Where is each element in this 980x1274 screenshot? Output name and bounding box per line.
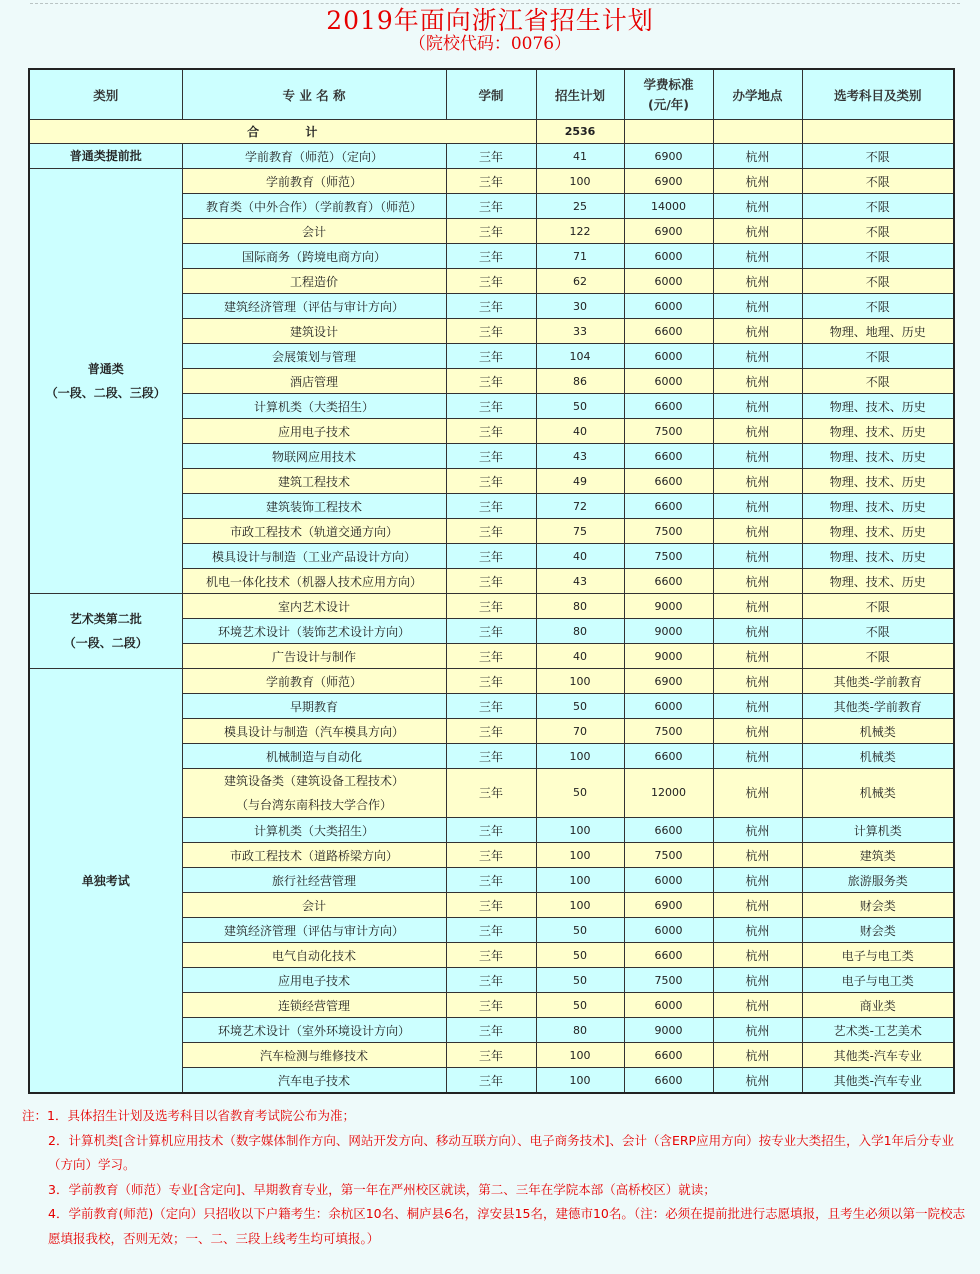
major-name-note: （与台湾东南科技大学合作） xyxy=(235,798,392,812)
major-name-cell xyxy=(182,444,446,469)
plan-cell: 86 xyxy=(536,369,624,394)
category-sublabel: （一段、二段） xyxy=(63,636,148,650)
plan-cell: 43 xyxy=(536,569,624,594)
major-name-cell xyxy=(182,594,446,619)
top-divider xyxy=(30,3,960,4)
tuition-cell: 6000 xyxy=(624,918,713,943)
years-cell: 三年 xyxy=(446,569,536,594)
major-name: 计算机类（大类招生） xyxy=(253,823,374,838)
subjects-cell: 物理、技术、历史 xyxy=(802,444,954,469)
years-cell: 三年 xyxy=(446,469,536,494)
major-name: 汽车检测与维修技术 xyxy=(259,1048,368,1063)
major-name-cell xyxy=(182,544,446,569)
tuition-cell: 7500 xyxy=(624,544,713,569)
major-name-cell xyxy=(182,719,446,744)
plan-cell: 104 xyxy=(536,344,624,369)
plan-cell: 100 xyxy=(536,1043,624,1068)
plan-cell: 50 xyxy=(536,769,624,818)
category-general xyxy=(29,169,182,594)
subjects-cell: 物理、技术、历史 xyxy=(802,519,954,544)
tuition-cell: 6600 xyxy=(624,469,713,494)
major-name-cell xyxy=(182,694,446,719)
tuition-cell: 7500 xyxy=(624,419,713,444)
tuition-cell: 12000 xyxy=(624,769,713,818)
major-name: 建筑工程技术 xyxy=(277,474,350,489)
major-name: 机电一体化技术（机器人技术应用方向） xyxy=(205,574,422,589)
years-cell: 三年 xyxy=(446,144,536,169)
location-cell: 杭州 xyxy=(713,319,802,344)
total-empty-cell xyxy=(802,120,954,144)
major-name-cell xyxy=(182,394,446,419)
notes-section xyxy=(22,1104,972,1251)
location-cell: 杭州 xyxy=(713,968,802,993)
major-name-cell xyxy=(182,144,446,169)
plan-cell: 25 xyxy=(536,194,624,219)
years-cell: 三年 xyxy=(446,594,536,619)
major-name: 会计 xyxy=(301,898,326,913)
major-name-cell xyxy=(182,1043,446,1068)
location-cell: 杭州 xyxy=(713,993,802,1018)
tuition-cell: 6000 xyxy=(624,269,713,294)
location-cell: 杭州 xyxy=(713,694,802,719)
major-name-cell xyxy=(182,968,446,993)
location-cell: 杭州 xyxy=(713,194,802,219)
years-cell: 三年 xyxy=(446,244,536,269)
subjects-cell: 其他类-汽车专业 xyxy=(802,1043,954,1068)
subjects-cell: 电子与电工类 xyxy=(802,943,954,968)
major-name-cell xyxy=(182,619,446,644)
major-name: 物联网应用技术 xyxy=(271,449,356,464)
tuition-cell: 6600 xyxy=(624,1043,713,1068)
location-cell: 杭州 xyxy=(713,744,802,769)
major-name: 汽车电子技术 xyxy=(277,1073,350,1088)
major-name: 建筑设计 xyxy=(289,324,338,339)
years-cell: 三年 xyxy=(446,494,536,519)
major-name: 环境艺术设计（装饰艺术设计方向） xyxy=(217,624,410,639)
total-row xyxy=(29,120,954,144)
subjects-cell: 物理、技术、历史 xyxy=(802,494,954,519)
major-name: 市政工程技术（道路桥梁方向） xyxy=(229,848,398,863)
major-name-cell xyxy=(182,319,446,344)
major-name-cell xyxy=(182,244,446,269)
major-name-cell xyxy=(182,644,446,669)
plan-cell: 50 xyxy=(536,694,624,719)
plan-cell: 33 xyxy=(536,319,624,344)
tuition-cell: 6600 xyxy=(624,444,713,469)
tuition-cell: 7500 xyxy=(624,843,713,868)
tuition-cell: 6600 xyxy=(624,494,713,519)
page-title: 2019年面向浙江省招生计划 xyxy=(326,6,654,35)
location-cell: 杭州 xyxy=(713,918,802,943)
location-cell: 杭州 xyxy=(713,893,802,918)
category-sublabel: （一段、二段、三段） xyxy=(45,386,166,400)
table-row xyxy=(29,144,954,169)
location-cell: 杭州 xyxy=(713,594,802,619)
years-cell: 三年 xyxy=(446,1043,536,1068)
plan-cell: 100 xyxy=(536,843,624,868)
category-label: 艺术类第二批 xyxy=(69,612,142,626)
major-name-cell xyxy=(182,494,446,519)
years-cell: 三年 xyxy=(446,993,536,1018)
location-cell: 杭州 xyxy=(713,818,802,843)
table-row xyxy=(29,594,954,619)
location-cell: 杭州 xyxy=(713,469,802,494)
subjects-cell: 不限 xyxy=(802,219,954,244)
tuition-cell: 7500 xyxy=(624,719,713,744)
table-row xyxy=(29,669,954,694)
major-name-cell xyxy=(182,744,446,769)
major-name: 早期教育 xyxy=(289,699,338,714)
location-cell: 杭州 xyxy=(713,394,802,419)
header-tuition xyxy=(624,69,713,120)
plan-cell: 70 xyxy=(536,719,624,744)
location-cell: 杭州 xyxy=(713,843,802,868)
tuition-cell: 6000 xyxy=(624,369,713,394)
subjects-cell: 不限 xyxy=(802,369,954,394)
plan-cell: 75 xyxy=(536,519,624,544)
category-label: 普通类 xyxy=(87,362,124,376)
subjects-cell: 机械类 xyxy=(802,744,954,769)
years-cell: 三年 xyxy=(446,818,536,843)
major-name-cell xyxy=(182,294,446,319)
plan-cell: 100 xyxy=(536,169,624,194)
location-cell: 杭州 xyxy=(713,644,802,669)
tuition-cell: 6000 xyxy=(624,244,713,269)
subjects-cell: 物理、技术、历史 xyxy=(802,419,954,444)
major-name-cell xyxy=(182,1018,446,1043)
location-cell: 杭州 xyxy=(713,144,802,169)
subjects-cell: 商业类 xyxy=(802,993,954,1018)
location-cell: 杭州 xyxy=(713,419,802,444)
note-4: 4．学前教育(师范)（定向）只招收以下户籍考生：余杭区10名、桐庐县6名，淳安县15名，建德市10名。（注：必须在提前批进行志愿填报，且考生必须以第一院校志愿填报我校，否则无效；一、二、三段上线考生均可填报。） xyxy=(48,1206,966,1246)
major-name: 建筑设备类（建筑设备工程技术） xyxy=(223,774,404,788)
major-name: 旅行社经营管理 xyxy=(271,873,356,888)
years-cell: 三年 xyxy=(446,619,536,644)
major-name: 机械制造与自动化 xyxy=(265,749,362,764)
plan-cell: 50 xyxy=(536,968,624,993)
major-name: 学前教育（师范）（定向） xyxy=(244,149,383,164)
plan-cell: 40 xyxy=(536,419,624,444)
plan-cell: 40 xyxy=(536,544,624,569)
category-label: 单独考试 xyxy=(81,873,130,888)
plan-cell: 100 xyxy=(536,669,624,694)
note-2: 2．计算机类[含计算机应用技术（数字媒体制作方向、网站开发方向、移动互联方向）、电子商务技术]、会计（含ERP应用方向）按专业大类招生，入学1年后分专业（方向）学习。 xyxy=(48,1132,955,1172)
years-cell: 三年 xyxy=(446,294,536,319)
major-name: 连锁经营管理 xyxy=(277,998,350,1013)
total-value: 2536 xyxy=(536,120,624,144)
tuition-cell: 7500 xyxy=(624,519,713,544)
years-cell: 三年 xyxy=(446,519,536,544)
major-name-cell xyxy=(182,893,446,918)
major-name-cell xyxy=(182,419,446,444)
major-name-cell xyxy=(182,669,446,694)
subjects-cell: 不限 xyxy=(802,619,954,644)
major-name-cell xyxy=(182,818,446,843)
location-cell: 杭州 xyxy=(713,669,802,694)
major-name-cell xyxy=(182,868,446,893)
tuition-cell: 6900 xyxy=(624,169,713,194)
major-name: 教育类（中外合作）（学前教育）（师范） xyxy=(205,199,422,214)
major-name-cell xyxy=(182,519,446,544)
tuition-cell: 9000 xyxy=(624,1018,713,1043)
header-category: 类别 xyxy=(29,69,182,120)
tuition-cell: 6600 xyxy=(624,818,713,843)
years-cell: 三年 xyxy=(446,868,536,893)
location-cell: 杭州 xyxy=(713,169,802,194)
years-cell: 三年 xyxy=(446,943,536,968)
years-cell: 三年 xyxy=(446,419,536,444)
category-art xyxy=(29,594,182,669)
subjects-cell: 物理、技术、历史 xyxy=(802,469,954,494)
location-cell: 杭州 xyxy=(713,769,802,818)
location-cell: 杭州 xyxy=(713,868,802,893)
major-name: 建筑经济管理（评估与审计方向） xyxy=(223,299,404,314)
subjects-cell: 其他类-汽车专业 xyxy=(802,1068,954,1094)
subjects-cell: 不限 xyxy=(802,244,954,269)
tuition-cell: 6000 xyxy=(624,868,713,893)
major-name-cell xyxy=(182,1068,446,1094)
subjects-cell: 其他类-学前教育 xyxy=(802,669,954,694)
years-cell: 三年 xyxy=(446,918,536,943)
plan-cell: 100 xyxy=(536,744,624,769)
major-name-cell xyxy=(182,369,446,394)
category-advance xyxy=(29,144,182,169)
major-name: 国际商务（跨境电商方向） xyxy=(241,249,386,264)
years-cell: 三年 xyxy=(446,843,536,868)
subjects-cell: 不限 xyxy=(802,294,954,319)
subjects-cell: 物理、技术、历史 xyxy=(802,394,954,419)
subjects-cell: 财会类 xyxy=(802,893,954,918)
major-name-cell xyxy=(182,843,446,868)
plan-cell: 122 xyxy=(536,219,624,244)
total-empty-cell xyxy=(713,120,802,144)
location-cell: 杭州 xyxy=(713,244,802,269)
years-cell: 三年 xyxy=(446,194,536,219)
location-cell: 杭州 xyxy=(713,943,802,968)
category-single xyxy=(29,669,182,1094)
major-name: 市政工程技术（轨道交通方向） xyxy=(229,524,398,539)
plan-cell: 100 xyxy=(536,818,624,843)
plan-cell: 72 xyxy=(536,494,624,519)
plan-cell: 49 xyxy=(536,469,624,494)
location-cell: 杭州 xyxy=(713,344,802,369)
years-cell: 三年 xyxy=(446,1018,536,1043)
location-cell: 杭州 xyxy=(713,294,802,319)
years-cell: 三年 xyxy=(446,644,536,669)
tuition-cell: 6000 xyxy=(624,993,713,1018)
years-cell: 三年 xyxy=(446,669,536,694)
subjects-cell: 物理、地理、历史 xyxy=(802,319,954,344)
plan-cell: 100 xyxy=(536,893,624,918)
plan-cell: 80 xyxy=(536,594,624,619)
major-name-cell xyxy=(182,469,446,494)
subjects-cell: 建筑类 xyxy=(802,843,954,868)
tuition-cell: 6600 xyxy=(624,394,713,419)
location-cell: 杭州 xyxy=(713,269,802,294)
header-tuition-unit: (元/年) xyxy=(648,96,689,112)
header-location: 办学地点 xyxy=(713,69,802,120)
plan-cell: 43 xyxy=(536,444,624,469)
note-1: 注：1．具体招生计划及选考科目以省教育考试院公布为准； xyxy=(22,1108,355,1123)
tuition-cell: 6600 xyxy=(624,569,713,594)
location-cell: 杭州 xyxy=(713,1043,802,1068)
location-cell: 杭州 xyxy=(713,1068,802,1094)
subjects-cell: 计算机类 xyxy=(802,818,954,843)
years-cell: 三年 xyxy=(446,369,536,394)
tuition-cell: 6900 xyxy=(624,893,713,918)
major-name-cell xyxy=(182,993,446,1018)
major-name: 广告设计与制作 xyxy=(271,649,356,664)
plan-cell: 100 xyxy=(536,1068,624,1094)
subjects-cell: 不限 xyxy=(802,344,954,369)
subjects-cell: 不限 xyxy=(802,144,954,169)
table-header-row xyxy=(29,69,954,120)
major-name: 建筑经济管理（评估与审计方向） xyxy=(223,923,404,938)
years-cell: 三年 xyxy=(446,444,536,469)
plan-cell: 62 xyxy=(536,269,624,294)
subjects-cell: 机械类 xyxy=(802,769,954,818)
major-name: 应用电子技术 xyxy=(277,973,350,988)
enrollment-plan-table xyxy=(28,68,955,1094)
tuition-cell: 14000 xyxy=(624,194,713,219)
plan-cell: 50 xyxy=(536,394,624,419)
major-name: 环境艺术设计（室外环境设计方向） xyxy=(217,1023,410,1038)
location-cell: 杭州 xyxy=(713,219,802,244)
tuition-cell: 9000 xyxy=(624,594,713,619)
major-name-cell xyxy=(182,569,446,594)
years-cell: 三年 xyxy=(446,769,536,818)
major-name: 电气自动化技术 xyxy=(271,948,356,963)
subjects-cell: 物理、技术、历史 xyxy=(802,544,954,569)
major-name: 工程造价 xyxy=(289,274,338,289)
location-cell: 杭州 xyxy=(713,569,802,594)
plan-cell: 50 xyxy=(536,918,624,943)
tuition-cell: 7500 xyxy=(624,968,713,993)
tuition-cell: 6900 xyxy=(624,144,713,169)
major-name: 建筑装饰工程技术 xyxy=(265,499,362,514)
years-cell: 三年 xyxy=(446,169,536,194)
plan-cell: 41 xyxy=(536,144,624,169)
subjects-cell: 不限 xyxy=(802,644,954,669)
major-name: 应用电子技术 xyxy=(277,424,350,439)
major-name-cell xyxy=(182,169,446,194)
plan-cell: 71 xyxy=(536,244,624,269)
subjects-cell: 物理、技术、历史 xyxy=(802,569,954,594)
years-cell: 三年 xyxy=(446,694,536,719)
major-name: 室内艺术设计 xyxy=(277,599,350,614)
years-cell: 三年 xyxy=(446,544,536,569)
major-name-cell xyxy=(182,344,446,369)
years-cell: 三年 xyxy=(446,269,536,294)
category-label: 普通类提前批 xyxy=(69,149,142,163)
major-name: 学前教育（师范） xyxy=(265,674,362,689)
subjects-cell: 不限 xyxy=(802,594,954,619)
plan-cell: 100 xyxy=(536,868,624,893)
major-name: 学前教育（师范） xyxy=(265,174,362,189)
header-plan: 招生计划 xyxy=(536,69,624,120)
tuition-cell: 6600 xyxy=(624,1068,713,1094)
total-empty-cell xyxy=(624,120,713,144)
major-name: 计算机类（大类招生） xyxy=(253,399,374,414)
major-name-cell xyxy=(182,269,446,294)
plan-cell: 80 xyxy=(536,619,624,644)
plan-cell: 80 xyxy=(536,1018,624,1043)
years-cell: 三年 xyxy=(446,1068,536,1094)
years-cell: 三年 xyxy=(446,744,536,769)
major-name: 会展策划与管理 xyxy=(271,349,356,364)
years-cell: 三年 xyxy=(446,719,536,744)
subjects-cell: 不限 xyxy=(802,269,954,294)
tuition-cell: 6000 xyxy=(624,694,713,719)
subjects-cell: 不限 xyxy=(802,169,954,194)
tuition-cell: 6900 xyxy=(624,669,713,694)
tuition-cell: 6600 xyxy=(624,744,713,769)
total-label: 合 计 xyxy=(29,120,536,144)
major-name-cell xyxy=(182,769,446,818)
note-3: 3．学前教育（师范）专业[含定向]、早期教育专业，第一年在严州校区就读，第二、三年在学院本部（高桥校区）就读； xyxy=(48,1181,716,1197)
years-cell: 三年 xyxy=(446,968,536,993)
subjects-cell: 其他类-学前教育 xyxy=(802,694,954,719)
plan-cell: 40 xyxy=(536,644,624,669)
location-cell: 杭州 xyxy=(713,544,802,569)
subjects-cell: 不限 xyxy=(802,194,954,219)
major-name: 模具设计与制造（汽车模具方向） xyxy=(223,724,404,739)
location-cell: 杭州 xyxy=(713,494,802,519)
major-name-cell xyxy=(182,219,446,244)
tuition-cell: 6600 xyxy=(624,319,713,344)
major-name-cell xyxy=(182,943,446,968)
tuition-cell: 9000 xyxy=(624,619,713,644)
header-years: 学制 xyxy=(446,69,536,120)
major-name: 酒店管理 xyxy=(289,374,338,389)
subjects-cell: 财会类 xyxy=(802,918,954,943)
subjects-cell: 旅游服务类 xyxy=(802,868,954,893)
tuition-cell: 6900 xyxy=(624,219,713,244)
tuition-cell: 6600 xyxy=(624,943,713,968)
major-name-cell xyxy=(182,918,446,943)
major-name-cell xyxy=(182,194,446,219)
subjects-cell: 机械类 xyxy=(802,719,954,744)
tuition-cell: 9000 xyxy=(624,644,713,669)
plan-cell: 50 xyxy=(536,943,624,968)
header-tuition-label: 学费标准 xyxy=(643,76,694,92)
subjects-cell: 电子与电工类 xyxy=(802,968,954,993)
years-cell: 三年 xyxy=(446,319,536,344)
header-major-name: 专 业 名 称 xyxy=(182,69,446,120)
tuition-cell: 6000 xyxy=(624,294,713,319)
location-cell: 杭州 xyxy=(713,369,802,394)
years-cell: 三年 xyxy=(446,893,536,918)
header-subjects: 选考科目及类别 xyxy=(802,69,954,120)
years-cell: 三年 xyxy=(446,394,536,419)
years-cell: 三年 xyxy=(446,344,536,369)
location-cell: 杭州 xyxy=(713,444,802,469)
plan-cell: 50 xyxy=(536,993,624,1018)
location-cell: 杭州 xyxy=(713,619,802,644)
page-subtitle: （院校代码：0076） xyxy=(408,34,572,54)
years-cell: 三年 xyxy=(446,219,536,244)
location-cell: 杭州 xyxy=(713,1018,802,1043)
major-name: 模具设计与制造（工业产品设计方向） xyxy=(211,549,416,564)
major-name: 会计 xyxy=(301,224,326,239)
plan-cell: 30 xyxy=(536,294,624,319)
subjects-cell: 艺术类-工艺美术 xyxy=(802,1018,954,1043)
table-row xyxy=(29,169,954,194)
location-cell: 杭州 xyxy=(713,519,802,544)
location-cell: 杭州 xyxy=(713,719,802,744)
tuition-cell: 6000 xyxy=(624,344,713,369)
